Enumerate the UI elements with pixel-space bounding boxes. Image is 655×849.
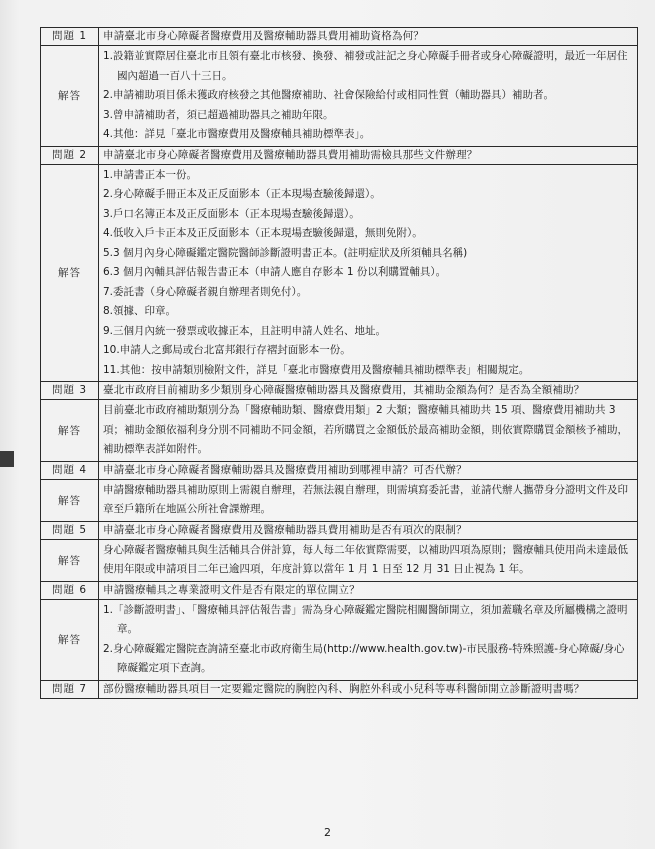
faq-table <box>40 27 638 699</box>
question-label: 問題 1 <box>41 28 99 46</box>
answer-item: 目前臺北市政府補助類別分為「醫療輔助類、醫療費用類」2 大類；醫療輔具補助共 15 項、醫療費用補助共 3 項；補助金額依福利身分別不同補助不同金額，若所購買之金額低於最高補助金額，則依實際購買金額核予補助，補助標準表詳如附件。 <box>103 404 628 455</box>
answer-item: 2.身心障礙手冊正本及正反面影本（正本現場查驗後歸還）。 <box>103 188 381 200</box>
question-text: 部份醫療輔助器具項目一定要鑑定醫院的胸腔內科、胸腔外科或小兒科等專科醫師開立診斷證明書嗎？ <box>99 680 638 698</box>
answer-item: 3.曾申請補助者，須已超過補助器具之補助年限。 <box>103 108 334 121</box>
question-text: 申請臺北市身心障礙者醫療費用及醫療輔助器具費用補助需檢具那些文件辦理？ <box>99 146 638 164</box>
answer-row <box>41 164 638 382</box>
answer-content <box>99 539 638 581</box>
answer-item: 2.身心障礙鑑定醫院查詢請至臺北市政府衛生局(http://www.health.gov.tw)-市民服務-特殊照護-身心障礙/身心障礙鑑定項下查詢。 <box>103 642 625 674</box>
answer-item: 2.申請補助項目係未獲政府核發之其他醫療補助、社會保險給付或相同性質（輔助器具）補助者。 <box>103 89 555 101</box>
binding-edge-mark <box>0 451 14 467</box>
answer-item: 3.戶口名簿正本及正反面影本（正本現場查驗後歸還）。 <box>103 207 360 220</box>
answer-content <box>99 400 638 462</box>
answer-label: 解答 <box>41 164 99 382</box>
question-label: 問題 4 <box>41 461 99 479</box>
question-label: 問題 7 <box>41 680 99 698</box>
answer-row <box>41 400 638 462</box>
answer-item: 1.申請書正本一份。 <box>103 168 198 181</box>
question-label: 問題 3 <box>41 382 99 400</box>
question-row <box>41 382 638 400</box>
answer-item: 5.3 個月內身心障礙鑑定醫院醫師診斷證明書正本。(註明症狀及所須輔具名稱) <box>103 246 468 259</box>
answer-item: 1.設籍並實際居住臺北市且領有臺北市核發、換發、補發或註記之身心障礙手冊者或身心障礙證明，最近一年居住國內超過一百八十三日。 <box>103 50 628 82</box>
question-text: 申請臺北市身心障礙者醫療費用及醫療輔助器具費用補助是否有項次的限制？ <box>99 521 638 539</box>
question-row <box>41 28 638 46</box>
answer-label: 解答 <box>41 400 99 462</box>
question-label: 問題 2 <box>41 146 99 164</box>
question-label: 問題 6 <box>41 581 99 599</box>
answer-label: 解答 <box>41 599 99 680</box>
answer-label: 解答 <box>41 46 99 147</box>
question-row <box>41 461 638 479</box>
question-row <box>41 680 638 698</box>
answer-content <box>99 479 638 521</box>
question-row <box>41 146 638 164</box>
answer-label: 解答 <box>41 539 99 581</box>
answer-row <box>41 599 638 680</box>
answer-item: 7.委託書（身心障礙者親自辦理者則免付）。 <box>103 285 308 298</box>
page-number: 2 <box>324 826 331 839</box>
answer-row <box>41 46 638 147</box>
answer-item: 9.三個月內統一發票或收據正本，且註明申請人姓名、地址。 <box>103 324 387 337</box>
question-row <box>41 521 638 539</box>
answer-item: 10.申請人之郵局或台北富邦銀行存褶封面影本一份。 <box>103 344 351 356</box>
answer-content <box>99 46 638 147</box>
question-label: 問題 5 <box>41 521 99 539</box>
answer-row <box>41 539 638 581</box>
answer-item: 4.其他：詳見「臺北市醫療費用及醫療輔具補助標準表」。 <box>103 128 371 140</box>
answer-row <box>41 479 638 521</box>
question-text: 申請臺北市身心障礙者醫療費用及醫療輔助器具費用補助資格為何？ <box>99 28 638 46</box>
answer-item: 身心障礙者醫療輔具與生活輔具合併計算，每人每二年依實際需要，以補助四項為原則；醫療輔具使用尚未達最低使用年限或申請項目二年已逾四項，年度計算以當年 1 月 1 日至 12 月 31 日止視為 1 年。 <box>103 543 628 575</box>
question-row <box>41 581 638 599</box>
question-text: 申請臺北市身心障礙者醫療輔助器具及醫療費用補助到哪裡申請？可否代辦？ <box>99 461 638 479</box>
answer-item: 申請醫療輔助器具補助原則上需親自辦理，若無法親自辦理，則需填寫委託書，並請代辦人攜帶身分證明文件及印章至戶籍所在地區公所社會課辦理。 <box>103 483 628 515</box>
question-text: 申請醫療輔具之專業證明文件是否有限定的單位開立？ <box>99 581 638 599</box>
question-text: 臺北市政府目前補助多少類別身心障礙醫療輔助器具及醫療費用，其補助金額為何？是否為全額補助？ <box>99 382 638 400</box>
answer-label: 解答 <box>41 479 99 521</box>
answer-item: 1.「診斷證明書」、「醫療輔具評估報告書」需為身心障礙鑑定醫院相關醫師開立，須加蓋職名章及所屬機構之證明章。 <box>103 603 628 635</box>
answer-item: 8.領據、印章。 <box>103 305 177 317</box>
answer-content <box>99 599 638 680</box>
answer-content <box>99 164 638 382</box>
answer-item: 4.低收入戶卡正本及正反面影本（正本現場查驗後歸還，無則免附）。 <box>103 227 423 239</box>
answer-item: 6.3 個月內輔具評估報告書正本（申請人應自存影本 1 份以利購置輔具）。 <box>103 266 447 278</box>
answer-item: 11.其他：按申請類別檢附文件，詳見「臺北市醫療費用及醫療輔具補助標準表」相關規定。 <box>103 363 530 376</box>
